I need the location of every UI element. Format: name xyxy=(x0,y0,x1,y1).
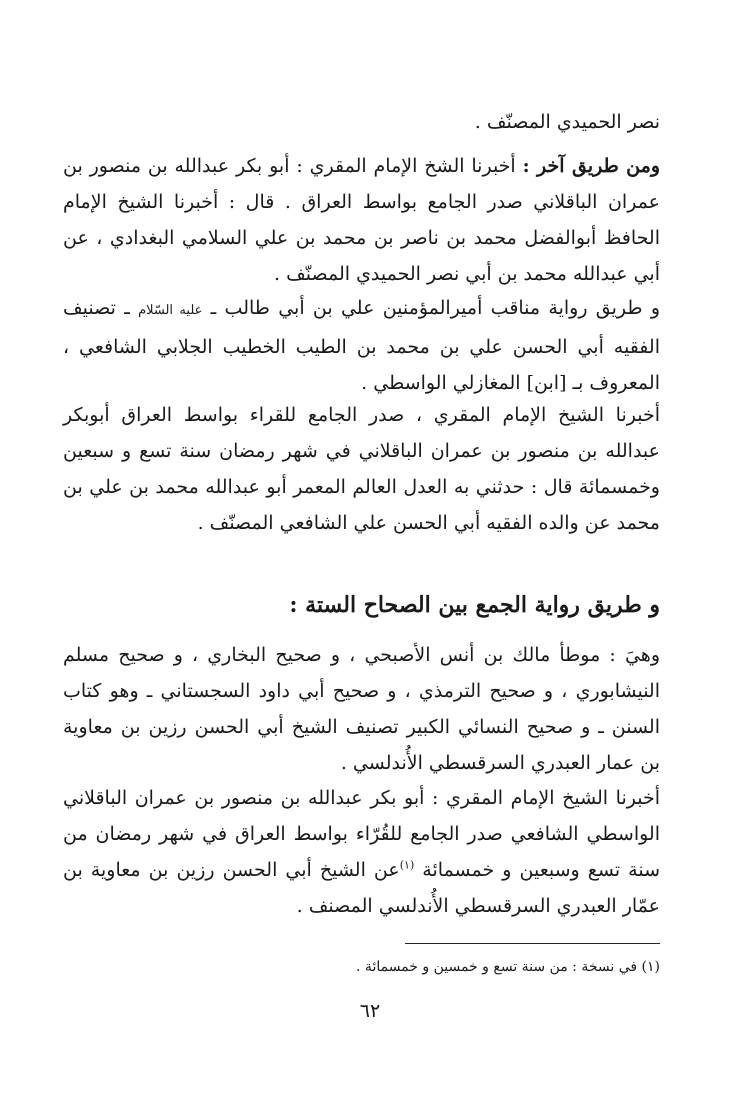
paragraph-text: عن الشيخ أبي الحسن رزين بن معاوية بن عمّار العبدري السرقسطي الأُندلسي المصنف . xyxy=(63,859,660,917)
paragraph-text: وهيَ : موطأ مالك بن أنس الأصبحي ، و صحيح البخاري ، و صحيح مسلم النيشابوري ، و صحيح الترمذي ، و صحيح أبي داود السجستاني ـ وهو كتاب السنن ـ و صحيح النسائي الكبير تصنيف الشيخ أبي الحسن رزين بن معاوية بن عمار العبدري السرقسطي الأُندلسي . xyxy=(63,644,660,774)
paragraph-another-route xyxy=(63,148,660,292)
footnote-text: (١) في نسخة : من سنة تسع و خمسين و خمسمائة . xyxy=(356,959,660,975)
page-number: ٦٢ xyxy=(359,1000,381,1022)
paragraph-text: و طريق رواية مناقب أميرالمؤمنين علي بن أبي طالب ـ xyxy=(202,297,661,319)
paragraph-text: نصر الحميدي المصنّف . xyxy=(474,111,660,133)
footnote-divider xyxy=(405,943,660,944)
paragraph-final-chain xyxy=(63,780,660,924)
paragraph-chain-narration xyxy=(63,397,660,541)
section-heading: و طريق رواية الجمع بين الصحاح الستة : xyxy=(289,592,660,618)
paragraph-text: أخبرنا الشيخ الإمام المقري : أبو بكر عبدالله بن منصور بن عمران الباقلاني الواسطي الشافعي صدر الجامع للقُرّاء بواسط العراق في شهر رمضان من سنة تسع وسبعين و خمسمائة xyxy=(63,787,660,881)
paragraph-text: ـ تصنيف الفقيه أبي الحسن علي بن محمد بن الطيب الخطيب الجلابي الشافعي ، المعروف بـ [ابن] المغازلي الواسطي . xyxy=(63,297,660,394)
paragraph-lead-bold: ومن طريق آخر : xyxy=(522,155,660,177)
paragraph-text: أخبرنا الشيخ الإمام المقري ، صدر الجامع للقراء بواسط العراق أبوبكر عبدالله بن منصور بن عمران الباقلاني في شهر رمضان سنة تسع و سبعين وخمسمائة قال : حدثني به العدل العالم المعمر أبو عبدالله محمد بن علي بن محمد عن والده الفقيه أبي الحسن علي الشافعي المصنّف . xyxy=(63,404,660,534)
paragraph-continuation xyxy=(63,104,660,140)
paragraph-manaqib-route xyxy=(63,290,660,401)
paragraph-six-sahih xyxy=(63,637,660,781)
footnote-reference: (١) xyxy=(399,858,415,872)
paragraph-text: أخبرنا الشخ الإمام المقري : أبو بكر عبدالله بن منصور بن عمران الباقلاني صدر الجامع بواسط العراق . قال : أخبرنا الشيخ الإمام الحافظ أبوالفضل محمد بن ناصر بن محمد بن علي السلامي البغدادي ، عن أبي عبدالله محمد بن أبي نصر الحميدي المصنّف . xyxy=(63,155,660,285)
honorific-text: عليه السّلام xyxy=(138,303,203,318)
